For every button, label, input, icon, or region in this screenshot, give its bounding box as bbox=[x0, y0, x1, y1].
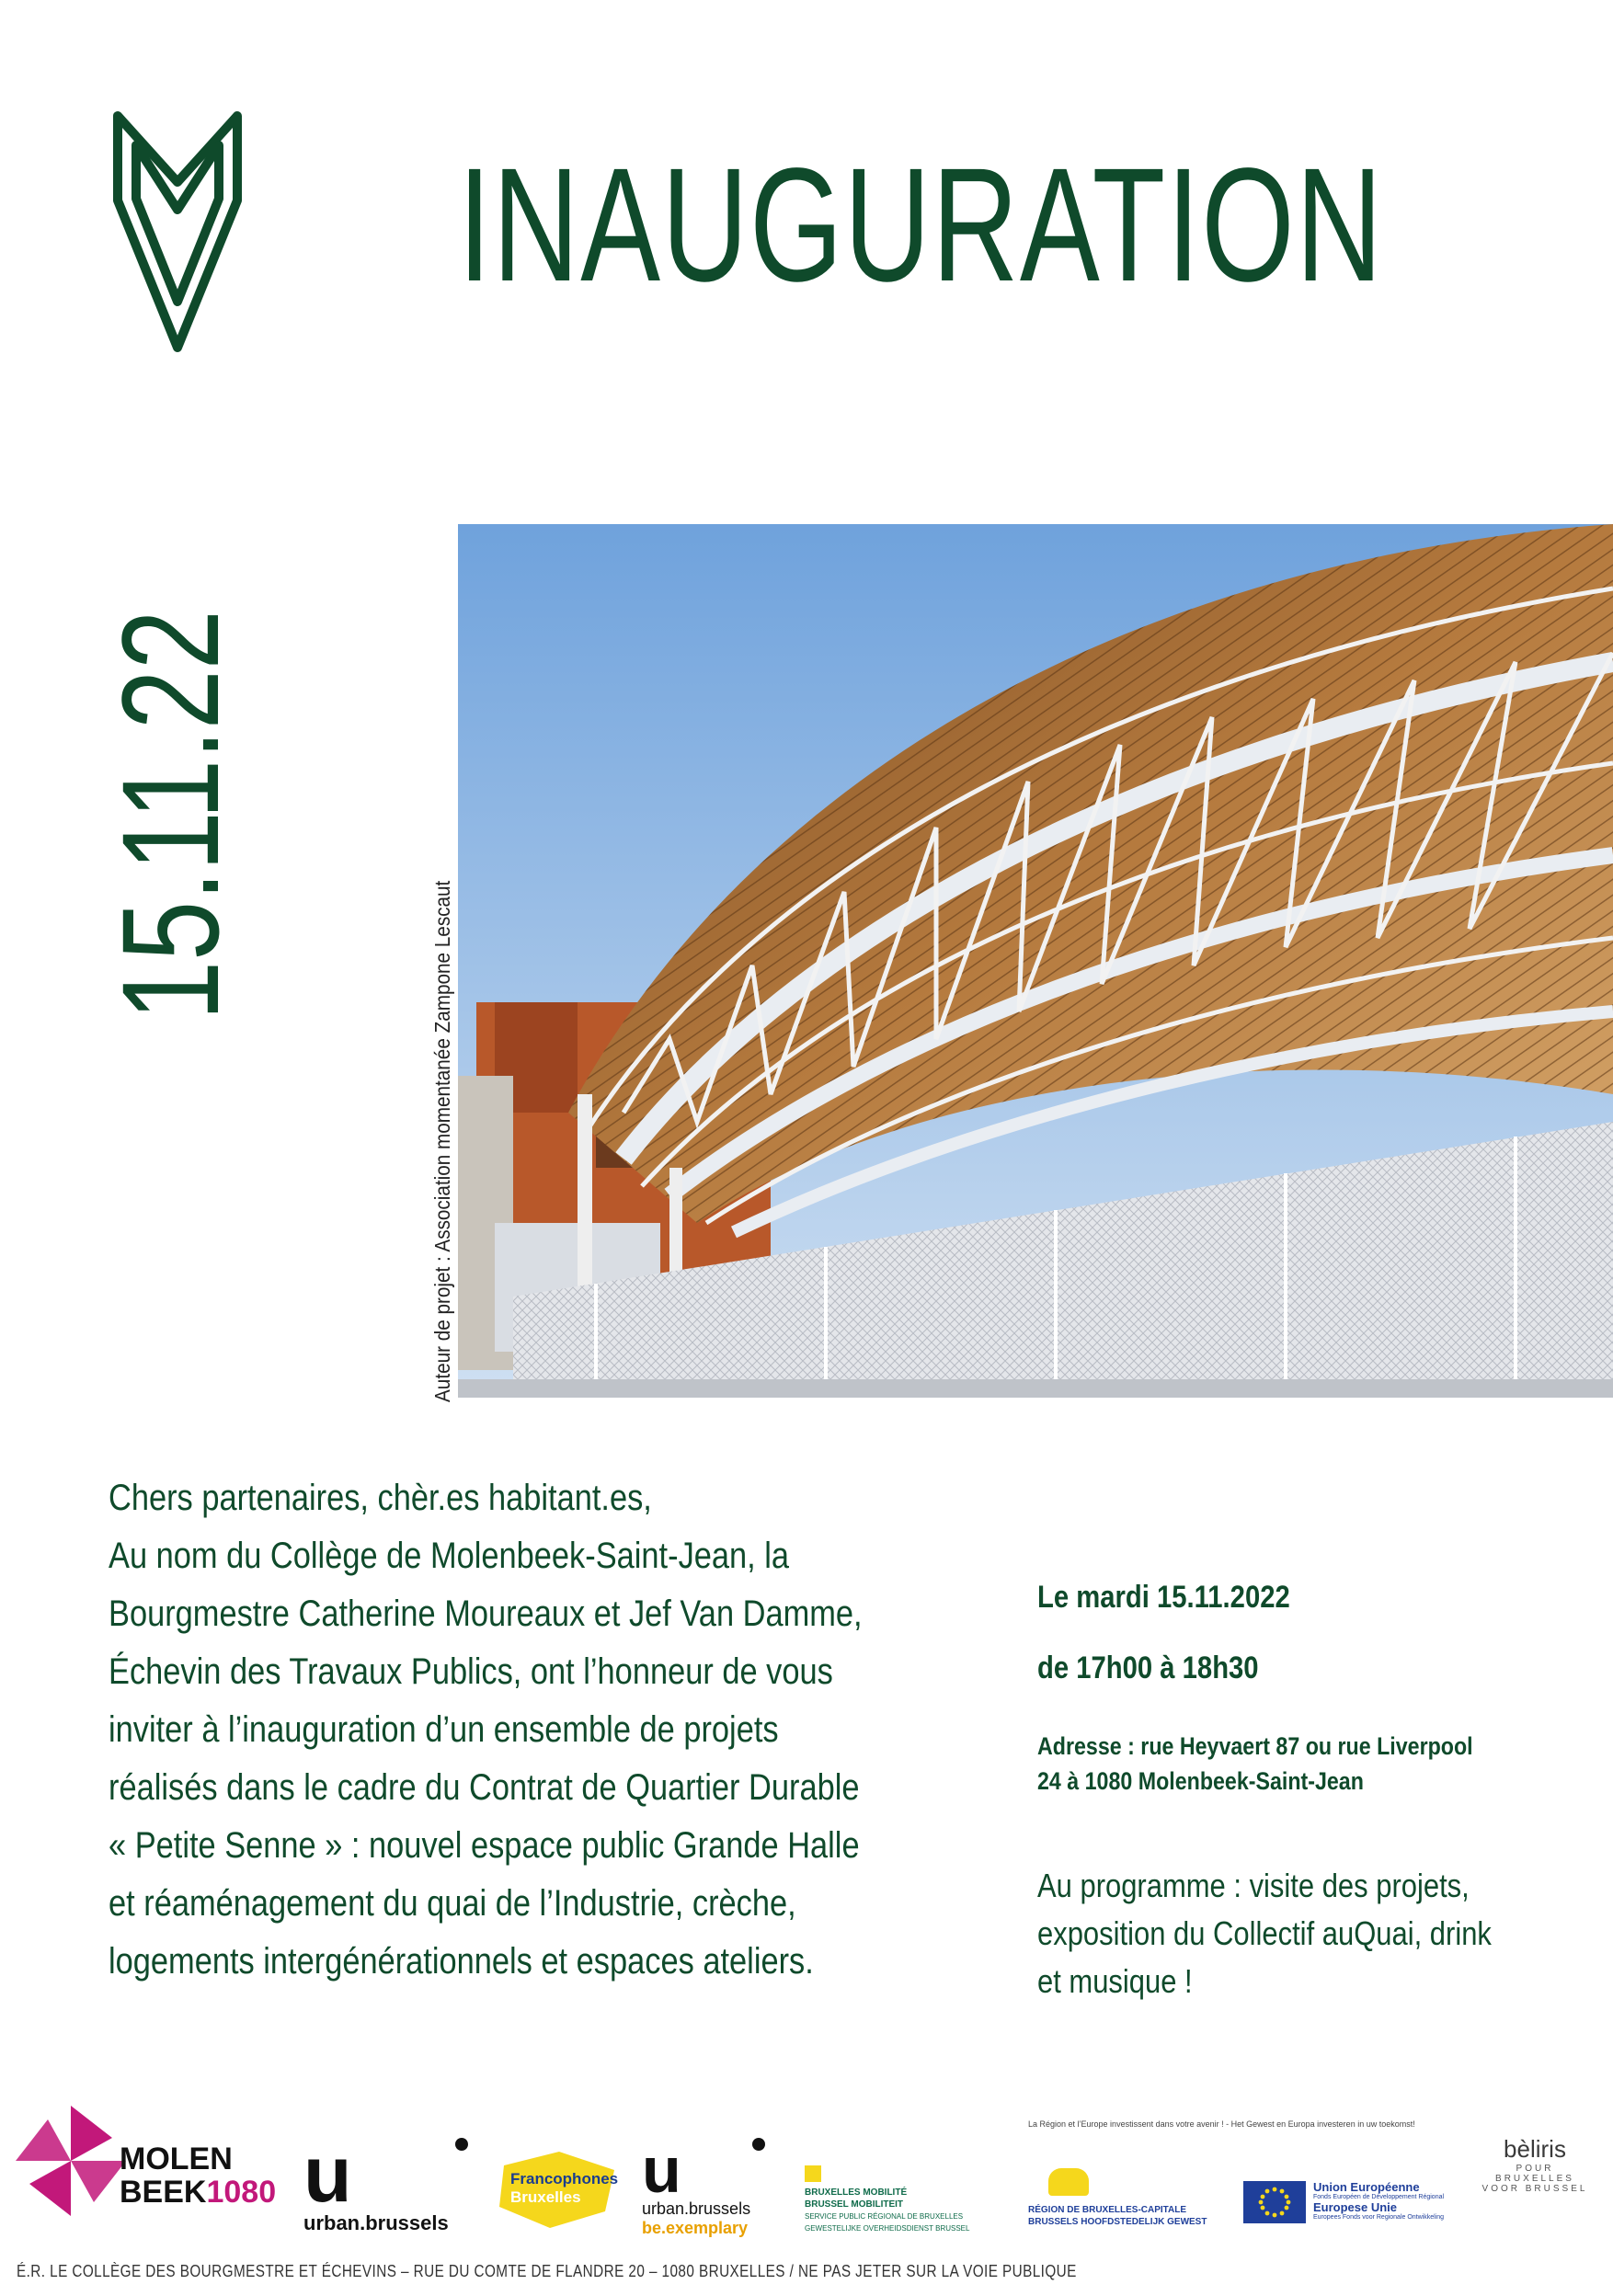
region-bruxelles-logo bbox=[1028, 2204, 1207, 2228]
dot-icon bbox=[752, 2138, 765, 2151]
logo-text: BRUXELLES MOBILITÉ bbox=[805, 2187, 908, 2198]
logo-text: BEEK bbox=[120, 2175, 207, 2210]
intro-line: Échevin des Travaux Publics, ont l’honneur de vous bbox=[109, 1651, 833, 1692]
intro-line: et réaménagement du quai de l’Industrie, crèche, bbox=[109, 1883, 796, 1924]
molenbeek-heart-logo bbox=[109, 109, 246, 355]
page-title: INAUGURATION bbox=[458, 135, 1384, 315]
intro-line: Bourgmestre Catherine Moureaux et Jef Van Damme, bbox=[109, 1593, 863, 1634]
beliris-logo bbox=[1476, 2135, 1594, 2194]
event-day: Le mardi 15.11.2022 bbox=[1037, 1580, 1290, 1615]
intro-line: logements intergénérationnels et espaces ateliers. bbox=[109, 1941, 814, 1982]
intro-line: Au nom du Collège de Molenbeek-Saint-Jean, la bbox=[109, 1536, 790, 1576]
logo-text: bèliris bbox=[1504, 2135, 1566, 2163]
grande-halle-photo bbox=[458, 524, 1613, 1398]
urban-u-icon: u bbox=[303, 2130, 352, 2219]
event-program bbox=[1037, 1862, 1492, 2005]
logo-text: urban.brussels bbox=[642, 2199, 751, 2218]
event-time: de 17h00 à 18h30 bbox=[1037, 1651, 1259, 1685]
logo-text: BRUSSEL MOBILITEIT bbox=[805, 2199, 904, 2210]
program-line: exposition du Collectif auQuai, drink bbox=[1037, 1914, 1492, 1952]
intro-line: réalisés dans le cadre du Contrat de Quartier Durable bbox=[109, 1767, 860, 1808]
logo-text: RÉGION DE BRUXELLES-CAPITALE bbox=[1028, 2205, 1187, 2215]
molenbeek-logo bbox=[120, 2142, 276, 2209]
footer-legal-text: É.R. LE COLLÈGE DES BOURGMESTRE ET ÉCHEVINS – RUE DU COMTE DE FLANDRE 20 – 1080 BRUXELLES / NE PAS JETER SUR LA VOIE PUBLIQUE bbox=[17, 2262, 1077, 2280]
event-date-vertical: 15.11.22 bbox=[93, 610, 247, 1021]
logo-text: Bruxelles bbox=[510, 2188, 581, 2206]
invitation-text bbox=[109, 1469, 863, 1991]
logo-text: Francophones bbox=[510, 2170, 619, 2187]
logo-text: Europees Fonds voor Regionale Ontwikkeling bbox=[1313, 2214, 1445, 2221]
eu-flag-icon bbox=[1243, 2181, 1306, 2223]
urban-brussels-exemplary-logo bbox=[642, 2199, 750, 2238]
logo-text: SERVICE PUBLIC RÉGIONAL DE BRUXELLES bbox=[805, 2212, 964, 2221]
funding-tagline: La Région et l’Europe investissent dans votre avenir ! - Het Gewest en Europa investeren in uw toekomst! bbox=[1028, 2119, 1415, 2129]
logo-text: GEWESTELIJKE OVERHEIDSDIENST BRUSSEL bbox=[805, 2224, 970, 2233]
urban-brussels-logo: urban.brussels bbox=[303, 2211, 449, 2234]
bruxelles-mobilite-logo bbox=[805, 2187, 969, 2234]
address-line: 24 à 1080 Molenbeek-Saint-Jean bbox=[1037, 1767, 1364, 1795]
logo-text: BRUSSELS HOOFDSTEDELIJK GEWEST bbox=[1028, 2217, 1207, 2227]
program-line: Au programme : visite des projets, bbox=[1037, 1867, 1470, 1904]
logo-text: 1080 bbox=[206, 2175, 277, 2210]
event-address bbox=[1037, 1729, 1473, 1799]
logo-text: MOLEN bbox=[120, 2142, 233, 2176]
logo-text: be.exemplary bbox=[642, 2219, 749, 2237]
region-iris-icon bbox=[1048, 2168, 1089, 2196]
pinwheel-icon bbox=[11, 2101, 131, 2221]
address-line: Adresse : rue Heyvaert 87 ou rue Liverpool bbox=[1037, 1732, 1473, 1760]
logo-text: Union Européenne bbox=[1313, 2180, 1420, 2194]
urban-u-icon: u bbox=[642, 2134, 681, 2206]
logo-text: Europese Unie bbox=[1313, 2200, 1398, 2214]
photo-credit: Auteur de projet : Association momentanée Zampone Lescaut bbox=[430, 880, 454, 1402]
mobilite-flag-icon bbox=[805, 2165, 821, 2182]
dot-icon bbox=[455, 2138, 468, 2151]
program-line: et musique ! bbox=[1037, 1962, 1193, 2000]
logo-text: Fonds Européen de Développement Régional bbox=[1313, 2194, 1445, 2200]
intro-line: inviter à l’inauguration d’un ensemble de projets bbox=[109, 1709, 779, 1750]
eu-logo-text bbox=[1313, 2181, 1444, 2222]
intro-line: Chers partenaires, chèr.es habitant.es, bbox=[109, 1478, 652, 1518]
francophones-text bbox=[510, 2170, 618, 2207]
logo-text: VOOR BRUSSEL bbox=[1481, 2184, 1588, 2194]
logo-text: POUR BRUXELLES bbox=[1495, 2164, 1574, 2184]
intro-line: « Petite Senne » : nouvel espace public Grande Halle bbox=[109, 1825, 860, 1866]
